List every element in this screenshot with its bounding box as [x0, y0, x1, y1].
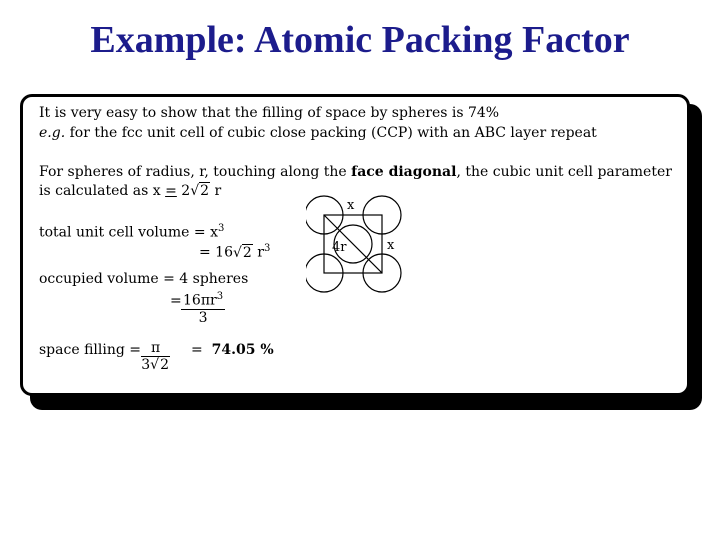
face-diagonal-text: face diagonal — [351, 164, 457, 180]
volume-exp: 3 — [218, 223, 225, 234]
fcc-face-diagram — [306, 193, 416, 305]
content-panel — [20, 94, 690, 396]
space-filling-fraction — [141, 340, 170, 373]
text-line-1: It is very easy to show that the filling of space by spheres is 74% — [39, 105, 500, 121]
coef-2: 2 — [176, 183, 191, 199]
text-line-eg — [39, 125, 597, 141]
text-line-4a: is calculated as x — [39, 183, 166, 199]
occupied-eq — [170, 293, 182, 309]
occupied-numerator — [181, 291, 225, 310]
space-filling-eq: = — [191, 342, 203, 358]
text-line-cell-parameter — [39, 183, 221, 199]
occupied-num-text: 16πr — [183, 292, 217, 309]
volume-r: r — [252, 244, 264, 261]
occupied-eq-sign: = — [170, 293, 182, 309]
occupied-num-exp: 3 — [216, 291, 224, 302]
text-line-3b: , the cubic unit cell parameter — [456, 164, 672, 180]
label-x-side: x — [387, 238, 395, 253]
page-title: Example: Atomic Packing Factor — [90, 19, 630, 61]
volume-label: total unit cell volume = x — [39, 224, 218, 241]
r-symbol: r — [210, 183, 222, 199]
volume-eq2: = 16 — [199, 244, 233, 261]
text-line-volume — [39, 223, 224, 241]
text-line-occupied — [39, 271, 248, 287]
text-line-space-filling — [39, 342, 141, 358]
text-line-3a: For spheres of radius, r, touching along the — [39, 164, 352, 180]
space-filling-result: 74.05 % — [211, 342, 274, 358]
sqrt-2-fill: √2 — [150, 357, 169, 374]
text-line-74-percent — [39, 105, 499, 121]
label-x-top: x — [347, 198, 355, 213]
text-line-volume-result — [199, 243, 270, 261]
volume-r-exp: 3 — [264, 243, 271, 254]
sqrt-2-volume-value: 2 — [242, 244, 252, 261]
occupied-fraction — [181, 291, 225, 326]
text-line-face-diagonal — [39, 164, 672, 180]
space-filling-numerator: π — [141, 340, 170, 357]
sqrt-2: √2 — [190, 183, 210, 199]
space-filling-den-coef: 3 — [141, 357, 151, 374]
equals-sign: = — [165, 183, 177, 199]
sqrt-2-fill-value: 2 — [160, 357, 169, 374]
eg-text: e.g. — [39, 125, 66, 141]
space-filling-result-line — [191, 342, 274, 358]
occupied-denominator: 3 — [198, 309, 208, 326]
occupied-label: occupied volume = 4 spheres — [39, 271, 249, 287]
label-4r: 4r — [332, 240, 347, 255]
space-filling-denominator — [141, 357, 170, 373]
sqrt-2-value: 2 — [200, 183, 210, 199]
space-filling-label: space filling = — [39, 342, 141, 358]
sqrt-2-volume: √2 — [233, 244, 252, 261]
text-line-2: for the fcc unit cell of cubic close packing (CCP) with an ABC layer repeat — [65, 125, 597, 141]
